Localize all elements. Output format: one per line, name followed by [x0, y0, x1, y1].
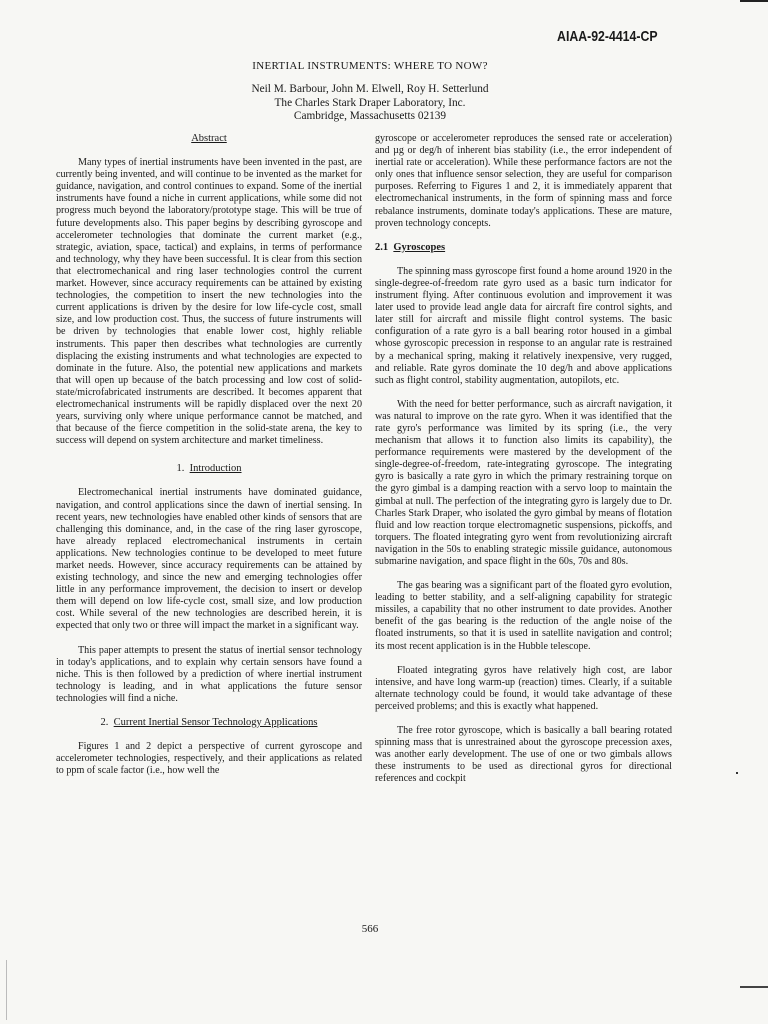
intro-heading: 1. Introduction	[176, 463, 242, 475]
abstract-text: Many types of inertial instruments have been invented in the past, are currently being invented, and will continue to be invented as the market for guidance, navigation, and control continues to expand. Some of the inertial instruments have found a niche in current applications, while some did not progress much beyond the laboratory/prototype stage. This will be true of future developments also. This paper begins by describing gyroscope and accelerometer technologies that dominate the current market (e.g., strategic, aviation, space, tactical) and explains, in terms of performance and technology, why they have been successful. It is clear from this section that electromechanical and ring laser technologies control the current market. However, since accuracy requirements can be attained by existing technologies, the competition to insert the new technologies into the current applications is driven by the desire for low life-cycle cost, small size, and low production cost. Thus, the success of future instruments will be driven by technologies that enable lower cost, highly reliable instruments. This paper then describes what technologies are currently displacing the existing instruments and what technologies are expected to dominate in the future. Also, the potential new applications and markets that will open up because of the batch processing and low cost of solid-state/microfabricated instruments are described. It becomes apparent that electromechanical instruments will be rapidly displaced over the next 20 years, surviving only where unique performance cannot be matched, and that because of the fierce competition in the solid-state arena, the key to success will depend on system architecture and market timeliness.	[56, 157, 362, 447]
scan-speck	[736, 772, 738, 774]
gyro-paragraph-2: With the need for better performance, such as aircraft navigation, it was natural to improve on the rate gyro. When it was identified that the rate gyro's performance was limited by its spring (i.e., the very mechanism that allows it to function also limits its capability), the performance requirements were mastered by the development of the single-degree-of-freedom, rate-integrating gyroscope. The integrating gyro is basically a rate gyro in which the primary restraining torque on the gyro gimbal is a damping reaction with a servo loop to maintain the gimbal at null. The perfection of the integrating gyro is largely due to Dr. Charles Stark Draper, who isolated the gyro gimbal by means of flotation fluid and low reaction torque electromagnetic suspensions, pickoffs, and torquers. The floated integrating gyro went from revolutionizing aircraft navigation in the 50s to enabling strategic missile guidance, autonomous submarine navigation, and space flight in the 60s, 70s and 80s.	[375, 398, 672, 567]
paper-id: AIAA-92-4414-CP	[557, 28, 658, 45]
author-names: Neil M. Barbour, John M. Elwell, Roy H. Setterlund	[251, 83, 489, 95]
gyroscopes-heading: 2.1 Gyroscopes	[375, 241, 446, 253]
paper-title: INERTIAL INSTRUMENTS: WHERE TO NOW?	[252, 60, 488, 72]
page-number: 566	[361, 923, 379, 935]
section2-paragraph-1: Figures 1 and 2 depict a perspective of current gyroscope and accelerometer technologies, respectively, and their applications as related to ppm of scale factor (i.e., how well the	[56, 741, 362, 777]
scan-artifact	[6, 960, 7, 1020]
continued-paragraph: gyroscope or accelerometer reproduces the sensed rate or acceleration) and µg or deg/h of inherent bias stability (i.e., the error independent of inertial rate or acceleration). While these performance factors are not the only ones that influence sensor selection, they are useful for comparison purposes. Referring to Figures 1 and 2, it is immediately apparent that electromechanical instruments, in the form of spinning mass and force rebalance instruments, dominate today's applications. These are mature, proven technology concepts.	[375, 133, 672, 229]
left-column	[56, 133, 362, 789]
gyro-paragraph-4: Floated integrating gyros have relatively high cost, are labor intensive, and have long warm-up (reaction) times. Clearly, if a suitable alternate technology could be found, it would take advantage of these perceived problems; and this is exactly what happened.	[375, 664, 672, 712]
bottom-edge-mark	[740, 986, 768, 988]
gyro-paragraph-5: The free rotor gyroscope, which is basically a ball bearing rotated spinning mass that is unrestrained about the gyroscope precession axes, was another early development. The use of one or two gimbals allows these instruments to be used as directional gyros for directional references and cockpit	[375, 725, 672, 785]
section2-heading: 2. Current Inertial Sensor Technology Applications	[100, 717, 318, 729]
top-edge-mark	[740, 0, 768, 2]
abstract-heading: Abstract	[191, 133, 227, 144]
author-address: Cambridge, Massachusetts 02139	[293, 110, 447, 122]
gyro-paragraph-3: The gas bearing was a significant part of the floated gyro evolution, leading to better stability, and a self-aligning capability for strategic missiles, a capability that no other instrument to date provides. Another benefit of the gas bearing is the reduction of the angle noise of the floated instruments, so that it is used in satellite navigation and control; its most recent application is in the Hubble telescope.	[375, 580, 672, 652]
intro-paragraph-2: This paper attempts to present the status of inertial sensor technology in today's applications, and to explain why certain sensors have found a niche. This is then followed by a prediction of where inertial instrument technology is leading, and in what applications the future sensor technologies will find a niche.	[56, 644, 362, 704]
gyro-paragraph-1: The spinning mass gyroscope first found a home around 1920 in the single-degree-of-freedom rate gyro used as a basic turn indicator for instrument flying. After continuous evolution and improvement it was later used to provide lead angle data for aircraft fire control sights, and later still for aircraft and missile flight control systems. The basic configuration of a rate gyro is a ball bearing rotor housed in a gimbal whose gyroscopic precession in response to an angular rate is restrained by a mechanical spring, making it relatively inexpensive, very rugged, and reliable. Rate gyros dominate the 10 deg/h and above applications such as flight control, stability augmentation, autopilots, etc.	[375, 265, 673, 386]
author-block	[0, 83, 740, 124]
right-column	[375, 133, 672, 798]
author-affiliation: The Charles Stark Draper Laboratory, Inc.	[274, 96, 466, 109]
intro-paragraph-1: Electromechanical inertial instruments have dominated guidance, navigation, and control applications since the dawn of inertial sensing. In recent years, new technologies have enabled other kinds of sensors that are challenging this dominance, and, in the case of the ring laser gyroscope, have already replaced electromechanical instruments in certain applications. New technologies continue to be developed to meet future market needs. However, since accuracy requirements can be attained by existing technology, and since the new and emerging technologies offer little in any performance improvement, the decision to insert or develop them will depend on low life-cycle cost, small size, and low production cost. While several of the new technologies are described herein, it is expected that only two or three will impact the market in a significant way.	[56, 487, 362, 632]
